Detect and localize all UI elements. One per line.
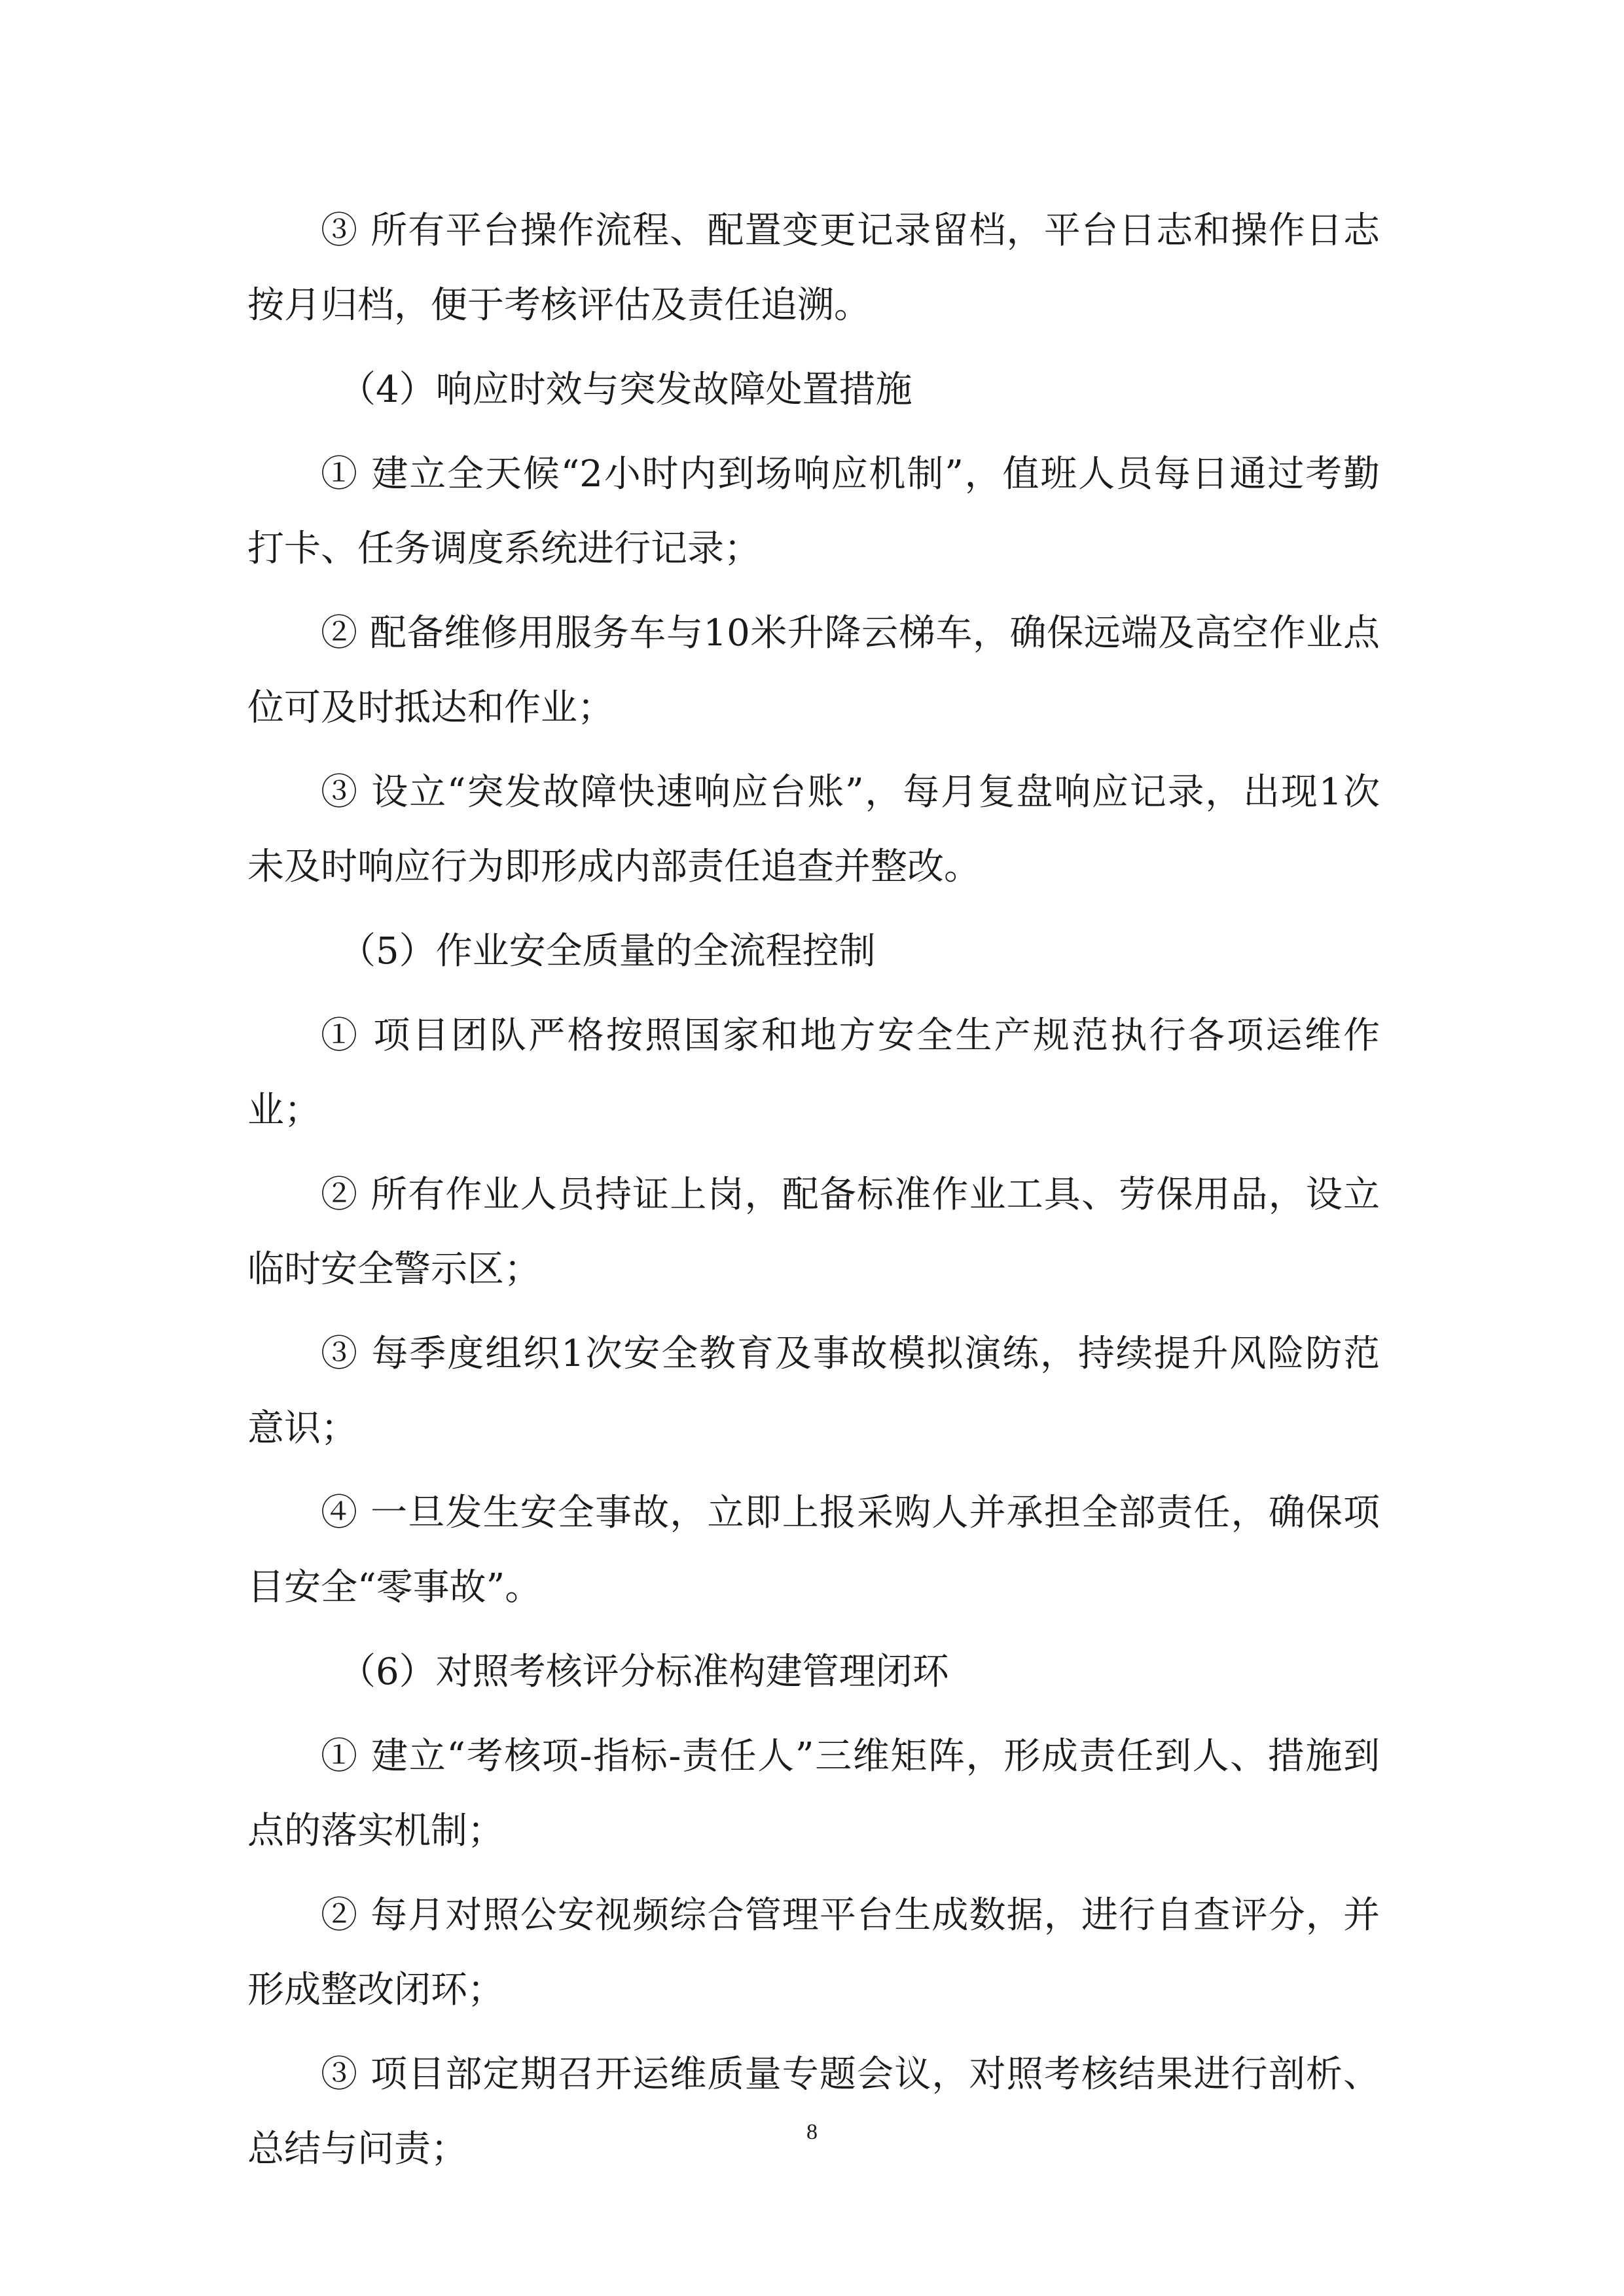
paragraph-accident-reporting: ④ 一旦发生安全事故，立即上报采购人并承担全部责任，确保项目安全“零事故”。 — [247, 1492, 1380, 1609]
section-heading-safety: （5）作业安全质量的全流程控制 — [339, 930, 876, 973]
page-number: 8 — [806, 2120, 818, 2144]
paragraph-responsibility-matrix: ① 建立“考核项-指标-责任人”三维矩阵，形成责任到人、措施到点的落实机制； — [247, 1735, 1380, 1852]
section-heading-response: （4）响应时效与突发故障处置措施 — [339, 368, 912, 411]
paragraph-platform-records: ③ 所有平台操作流程、配置变更记录留档，平台日志和操作日志按月归档，便于考核评估及责任追溯。 — [247, 209, 1380, 327]
page-body — [247, 194, 1380, 2197]
paragraph-service-vehicles: ② 配备维修用服务车与10米升降云梯车，确保远端及高空作业点位可及时抵达和作业； — [247, 612, 1380, 729]
paragraph-certified-staff: ② 所有作业人员持证上岗，配备标准作业工具、劳保用品，设立临时安全警示区； — [247, 1174, 1380, 1291]
paragraph-self-assessment: ② 每月对照公安视频综合管理平台生成数据，进行自查评分，并形成整改闭环； — [247, 1894, 1380, 2011]
paragraph-safety-standards: ① 项目团队严格按照国家和地方安全生产规范执行各项运维作业； — [247, 1014, 1380, 1132]
paragraph-safety-training: ③ 每季度组织1次安全教育及事故模拟演练，持续提升风险防范意识； — [247, 1333, 1380, 1450]
paragraph-response-mechanism: ① 建立全天候“2小时内到场响应机制”，值班人员每日通过考勤打卡、任务调度系统进行记录； — [247, 453, 1380, 570]
paragraph-quality-meetings: ③ 项目部定期召开运维质量专题会议，对照考核结果进行剖析、总结与问责； — [247, 2053, 1380, 2170]
section-heading-assessment: （6）对照考核评分标准构建管理闭环 — [339, 1651, 949, 1693]
paragraph-fault-ledger: ③ 设立“突发故障快速响应台账”，每月复盘响应记录，出现1次未及时响应行为即形成内部责任追查并整改。 — [247, 771, 1380, 888]
